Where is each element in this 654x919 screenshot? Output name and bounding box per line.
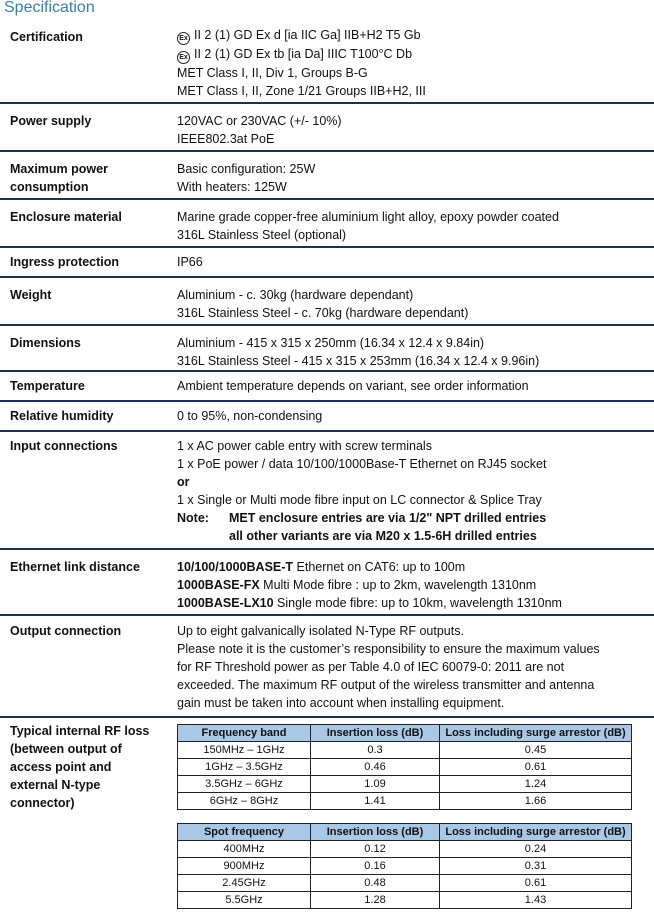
row-label: Ethernet link distance: [10, 560, 140, 574]
row-power-supply: [0, 104, 654, 152]
page-title: Specification: [4, 0, 95, 16]
table-row: 400MHz 0.12 0.24: [178, 841, 632, 858]
table-row: 150MHz – 1GHz 0.3 0.45: [178, 742, 632, 759]
row-enclosure: [0, 200, 654, 248]
row-value: Marine grade copper-free aluminium light alloy, epoxy powder coated 316L Stainless Steel (optional): [177, 210, 559, 242]
table-row: 900MHz 0.16 0.31: [178, 858, 632, 875]
row-label: Input connections: [10, 439, 118, 453]
spot-frequency-table: [177, 823, 632, 909]
table-row: 1GHz – 3.5GHz 0.46 0.61: [178, 759, 632, 776]
row-ethernet: [0, 550, 654, 616]
row-value: Ambient temperature depends on variant, see order information: [177, 379, 529, 393]
row-value: Aluminium - c. 30kg (hardware dependant) 316L Stainless Steel - c. 70kg (hardware dependant): [177, 288, 469, 320]
row-label: Relative humidity: [10, 409, 114, 423]
note-line: Note: MET enclosure entries are via 1/2" NPT drilled entries: [177, 511, 547, 525]
row-value: Aluminium - 415 x 315 x 250mm (16.34 x 12.4 x 9.84in) 316L Stainless Steel - 415 x 315 x 253mm (16.34 x 12.4 x 9.96in): [177, 336, 540, 368]
row-label: Power supply: [10, 114, 92, 128]
row-humidity: [0, 402, 654, 432]
row-label: Maximum power consumption: [10, 162, 108, 194]
row-ingress: [0, 248, 654, 278]
table-row: 2.45GHz 0.48 0.61: [178, 875, 632, 892]
row-label: Weight: [10, 288, 52, 302]
row-value: 120VAC or 230VAC (+/- 10%) IEEE802.3at PoE: [177, 114, 342, 146]
table-row: 5.5GHz 1.28 1.43: [178, 892, 632, 909]
row-output: [0, 616, 654, 718]
row-temperature: [0, 372, 654, 402]
row-value: IP66: [177, 255, 203, 269]
row-input-connections: [0, 432, 654, 550]
note-line: all other variants are via M20 x 1.5-6H drilled entries: [229, 529, 537, 543]
row-label: Enclosure material: [10, 210, 122, 224]
row-label: Ingress protection: [10, 255, 120, 269]
ex-mark-icon: Ex: [177, 32, 190, 45]
row-value: Ex II 2 (1) GD Ex d [ia IIC Ga] IIB+H2 T5 Gb Ex II 2 (1) GD Ex tb [ia Da] IIIC T100°C Db MET Class I, II, Div 1, Groups B-G MET Class I, II, Zone 1/21 Groups IIB+H2, III: [177, 28, 426, 98]
row-value: 1 x AC power cable entry with screw terminals 1 x PoE power / data 10/100/1000Base-T Ethernet on RJ45 socket or 1 x Single or Multi mode fibre input on LC connector & Splice Tray Note: MET enclosure entries are via 1/2" NPT drilled entries all other variants are via M20 x 1.5-6H drilled entries: [177, 437, 647, 545]
row-value: Up to eight galvanically isolated N-Type RF outputs. Please note it is the customer’s responsibility to ensure the maximum values for RF Threshold power as per Table 4.0 of IEC 60079-0: 2011 are not exceeded. The maximum RF output of the wireless transmitter and antenna gain must be taken into account when installing equipment.: [177, 624, 600, 710]
ex-mark-icon: Ex: [177, 51, 190, 64]
row-weight: [0, 278, 654, 326]
row-label: Temperature: [10, 379, 85, 393]
row-dimensions: [0, 326, 654, 372]
row-label: Dimensions: [10, 336, 81, 350]
row-max-power: [0, 152, 654, 200]
row-label: Certification: [10, 30, 83, 44]
table-row: 3.5GHz – 6GHz 1.09 1.24: [178, 776, 632, 793]
table-header-row: Frequency band Insertion loss (dB) Loss including surge arrestor (dB): [178, 725, 632, 742]
row-value: 0 to 95%, non-condensing: [177, 409, 323, 423]
row-value: Basic configuration: 25W With heaters: 125W: [177, 162, 316, 194]
row-certification: [0, 20, 654, 104]
row-value: 10/100/1000BASE-T Ethernet on CAT6: up to 100m 1000BASE-FX Multi Mode fibre : up to 2km, wavelength 1310nm 1000BASE-LX10 Single mode fibre: up to 10km, wavelength 1310nm: [177, 560, 562, 610]
table-row: 6GHz – 8GHz 1.41 1.66: [178, 793, 632, 810]
rf-loss-label: Typical internal RF loss (between output of access point and external N-type connector): [10, 724, 150, 810]
frequency-band-table: [177, 724, 632, 810]
row-label: Output connection: [10, 624, 122, 638]
table-header-row: Spot frequency Insertion loss (dB) Loss including surge arrestor (dB): [178, 824, 632, 841]
